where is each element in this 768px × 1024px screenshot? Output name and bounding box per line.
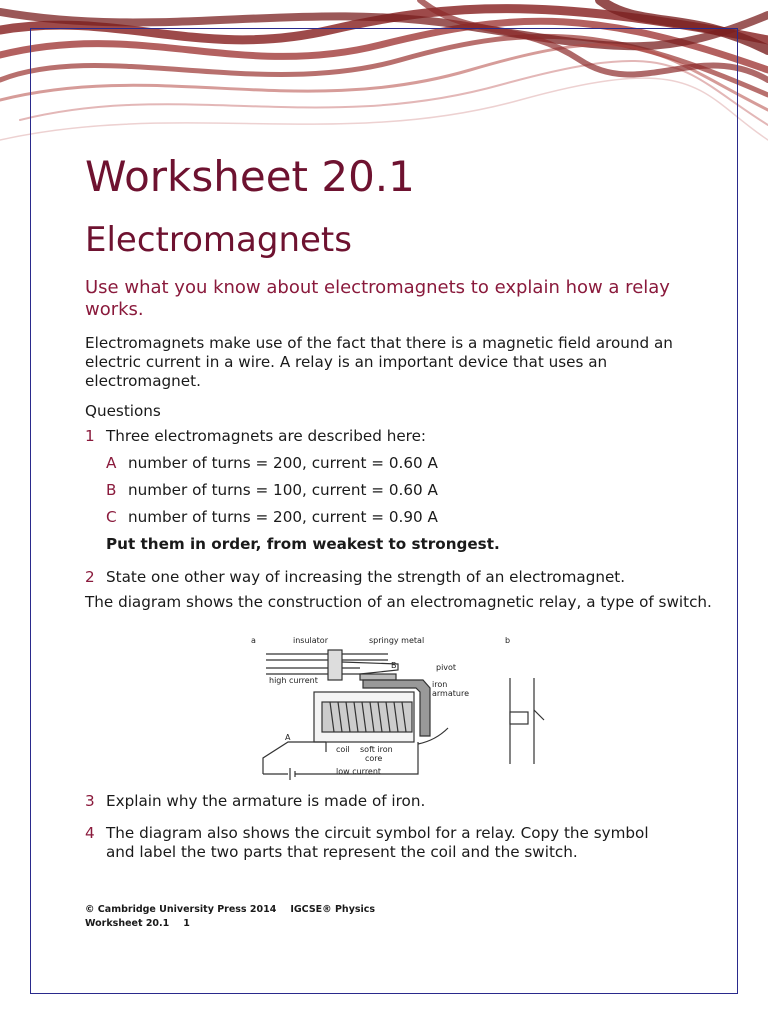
- question-number: 4: [85, 824, 95, 842]
- question-1-item-c: [106, 508, 438, 527]
- worksheet-name: Worksheet 20.1: [85, 918, 170, 929]
- item-text: number of turns = 200, current = 0.60 A: [128, 454, 438, 472]
- item-letter: A: [106, 454, 117, 472]
- question-4: [85, 824, 649, 843]
- question-4-line-2: and label the two parts that represent the coil and the switch.: [106, 843, 578, 861]
- point-a-label: A: [285, 733, 291, 742]
- question-text: Explain why the armature is made of iron.: [106, 792, 426, 810]
- questions-heading: Questions: [85, 402, 161, 420]
- question-1: [85, 427, 426, 446]
- springy-metal-label: springy metal: [369, 636, 425, 645]
- question-number: 1: [85, 427, 95, 445]
- page-number: 1: [183, 918, 190, 929]
- item-letter: B: [106, 481, 117, 499]
- low-current-label: low current: [336, 767, 382, 776]
- course-text: IGCSE® Physics: [290, 904, 376, 915]
- diagram-label-a: a: [251, 636, 256, 645]
- pivot-label: pivot: [436, 663, 457, 672]
- item-text: number of turns = 100, current = 0.60 A: [128, 481, 438, 499]
- armature-label: armature: [432, 689, 469, 698]
- relay-diagram: [248, 632, 548, 784]
- diagram-label-b: b: [505, 636, 511, 645]
- question-1-item-a: [106, 454, 438, 473]
- question-number: 2: [85, 568, 95, 586]
- footer-page-line: [85, 918, 190, 929]
- item-letter: C: [106, 508, 117, 526]
- question-3: [85, 792, 425, 811]
- question-1-item-b: [106, 481, 438, 500]
- soft-iron-label: soft iron: [360, 745, 393, 754]
- worksheet-aim: Use what you know about electromagnets to explain how a relay works.: [85, 277, 670, 320]
- copyright-text: © Cambridge University Press 2014: [85, 904, 277, 915]
- item-text: number of turns = 200, current = 0.90 A: [128, 508, 438, 526]
- worksheet-title: Worksheet 20.1: [85, 152, 415, 201]
- insulator-label: insulator: [293, 636, 328, 645]
- point-b-label: B: [391, 661, 397, 670]
- question-1-instruction: Put them in order, from weakest to strongest.: [106, 535, 500, 553]
- question-text: State one other way of increasing the strength of an electromagnet.: [106, 568, 626, 586]
- worksheet-subtitle: Electromagnets: [85, 220, 352, 260]
- question-text: Three electromagnets are described here:: [106, 427, 427, 445]
- diagram-intro: The diagram shows the construction of an electromagnetic relay, a type of switch.: [85, 593, 712, 611]
- iron-label: iron: [432, 680, 448, 689]
- intro-paragraph: Electromagnets make use of the fact that there is a magnetic field around an electric current in a wire. A relay is an important device that uses an electromagnet.: [85, 334, 673, 390]
- coil-label: coil: [336, 745, 350, 754]
- high-current-label: high current: [269, 676, 318, 685]
- question-text-line-1: The diagram also shows the circuit symbol for a relay. Copy the symbol: [106, 824, 649, 842]
- footer-copyright-line: [85, 904, 375, 915]
- core-label: core: [365, 754, 383, 763]
- question-number: 3: [85, 792, 95, 810]
- question-2: [85, 568, 625, 587]
